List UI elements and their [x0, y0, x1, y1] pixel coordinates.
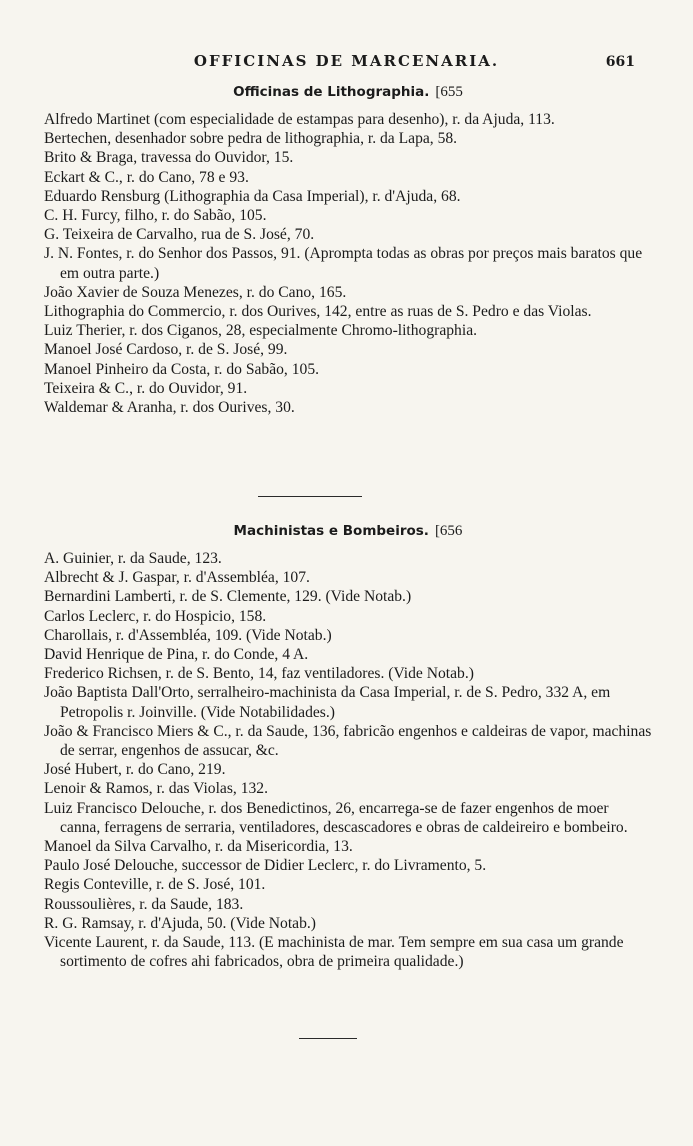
directory-entry: Charollais, r. d'Assembléa, 109. (Vide Notab.) [44, 626, 332, 644]
directory-entry: Frederico Richsen, r. de S. Bento, 14, faz ventiladores. (Vide Notab.) [44, 665, 474, 683]
directory-entry: R. G. Ramsay, r. d'Ajuda, 50. (Vide Notab.) [44, 914, 316, 932]
directory-entry: Vicente Laurent, r. da Saude, 113. (E machinista de mar. Tem sempre em sua casa um grande sortimento de cofres ahi fabricados, obra de primeira qualidade.) [44, 934, 624, 971]
directory-entry: Paulo José Delouche, successor de Didier Leclerc, r. do Livramento, 5. [44, 857, 487, 875]
directory-entry: Roussoulières, r. da Saude, 183. [44, 895, 244, 913]
section-heading: Machinistas e Bombeiros. [233, 523, 429, 539]
section-title [44, 521, 652, 541]
page-number: 661 [605, 54, 635, 70]
directory-entry: Eckart & C., r. do Cano, 78 e 93. [44, 168, 249, 186]
directory-entry: Bertechen, desenhador sobre pedra de lithographia, r. da Lapa, 58. [44, 130, 458, 148]
directory-entry: Eduardo Rensburg (Lithographia da Casa Imperial), r. d'Ajuda, 68. [44, 187, 461, 205]
directory-entry: José Hubert, r. do Cano, 219. [44, 761, 226, 779]
directory-entry: A. Guinier, r. da Saude, 123. [44, 550, 222, 567]
directory-entry: Manoel José Cardoso, r. de S. José, 99. [44, 341, 288, 359]
directory-entry: Bernardini Lamberti, r. de S. Clemente, 129. (Vide Notab.) [44, 588, 412, 606]
directory-entry: J. N. Fontes, r. do Senhor dos Passos, 91. (Aprompta todas as obras por preços mais baratos que em outra parte.) [44, 245, 643, 282]
directory-entry: Manoel Pinheiro da Costa, r. do Sabão, 105. [44, 360, 320, 378]
directory-entry: Manoel da Silva Carvalho, r. da Misericordia, 13. [44, 838, 353, 856]
directory-entry: Albrecht & J. Gaspar, r. d'Assembléa, 107. [44, 569, 310, 587]
section-heading: Officinas de Lithographia. [233, 84, 430, 100]
directory-entry: João & Francisco Miers & C., r. da Saude, 136, fabricão engenhos e caldeiras de vapor, machinas de serrar, engenhos de assucar, &c. [44, 722, 652, 760]
section-machinistas [44, 521, 652, 971]
directory-entry: Teixeira & C., r. do Ouvidor, 91. [44, 379, 248, 397]
section-code: [656 [434, 523, 463, 539]
section-divider [299, 1038, 357, 1039]
directory-entry: C. H. Furcy, filho, r. do Sabão, 105. [44, 207, 267, 225]
directory-entry: Brito & Braga, travessa do Ouvidor, 15. [44, 149, 294, 167]
directory-entry: João Baptista Dall'Orto, serralheiro-machinista da Casa Imperial, r. de S. Pedro, 332 A, em Petropolis r. Joinville. (Vide Notabilidades.) [44, 684, 611, 721]
directory-entry: David Henrique de Pina, r. do Conde, 4 A. [44, 646, 309, 664]
directory-entry: Alfredo Martinet (com especialidade de estampas para desenho), r. da Ajuda, 113. [44, 111, 555, 128]
section-title [44, 82, 652, 102]
directory-entry: Luiz Therier, r. dos Ciganos, 28, especialmente Chromo-lithographia. [44, 322, 478, 340]
directory-entry: Carlos Leclerc, r. do Hospicio, 158. [44, 607, 267, 625]
directory-entry: Luiz Francisco Delouche, r. dos Benedictinos, 26, encarrega-se de fazer engenhos de moer canna, ferragens de serraria, ventiladores, descascadores e obras de caldeireiro e bombeiro. [44, 799, 628, 836]
directory-entry: Lenoir & Ramos, r. das Violas, 132. [44, 780, 268, 798]
section-lithographia [44, 82, 652, 417]
directory-entry: G. Teixeira de Carvalho, rua de S. José, 70. [44, 226, 315, 244]
directory-entry: Waldemar & Aranha, r. dos Ourives, 30. [44, 399, 295, 417]
section-code: [655 [435, 84, 463, 100]
section-divider [258, 496, 362, 497]
directory-entry: Lithographia do Commercio, r. dos Ourives, 142, entre as ruas de S. Pedro e das Violas. [44, 303, 592, 321]
directory-entry: Regis Conteville, r. de S. José, 101. [44, 876, 266, 894]
running-head [0, 52, 693, 78]
directory-entry: João Xavier de Souza Menezes, r. do Cano, 165. [44, 283, 347, 301]
running-title: OFFICINAS DE MARCENARIA. [193, 52, 500, 70]
